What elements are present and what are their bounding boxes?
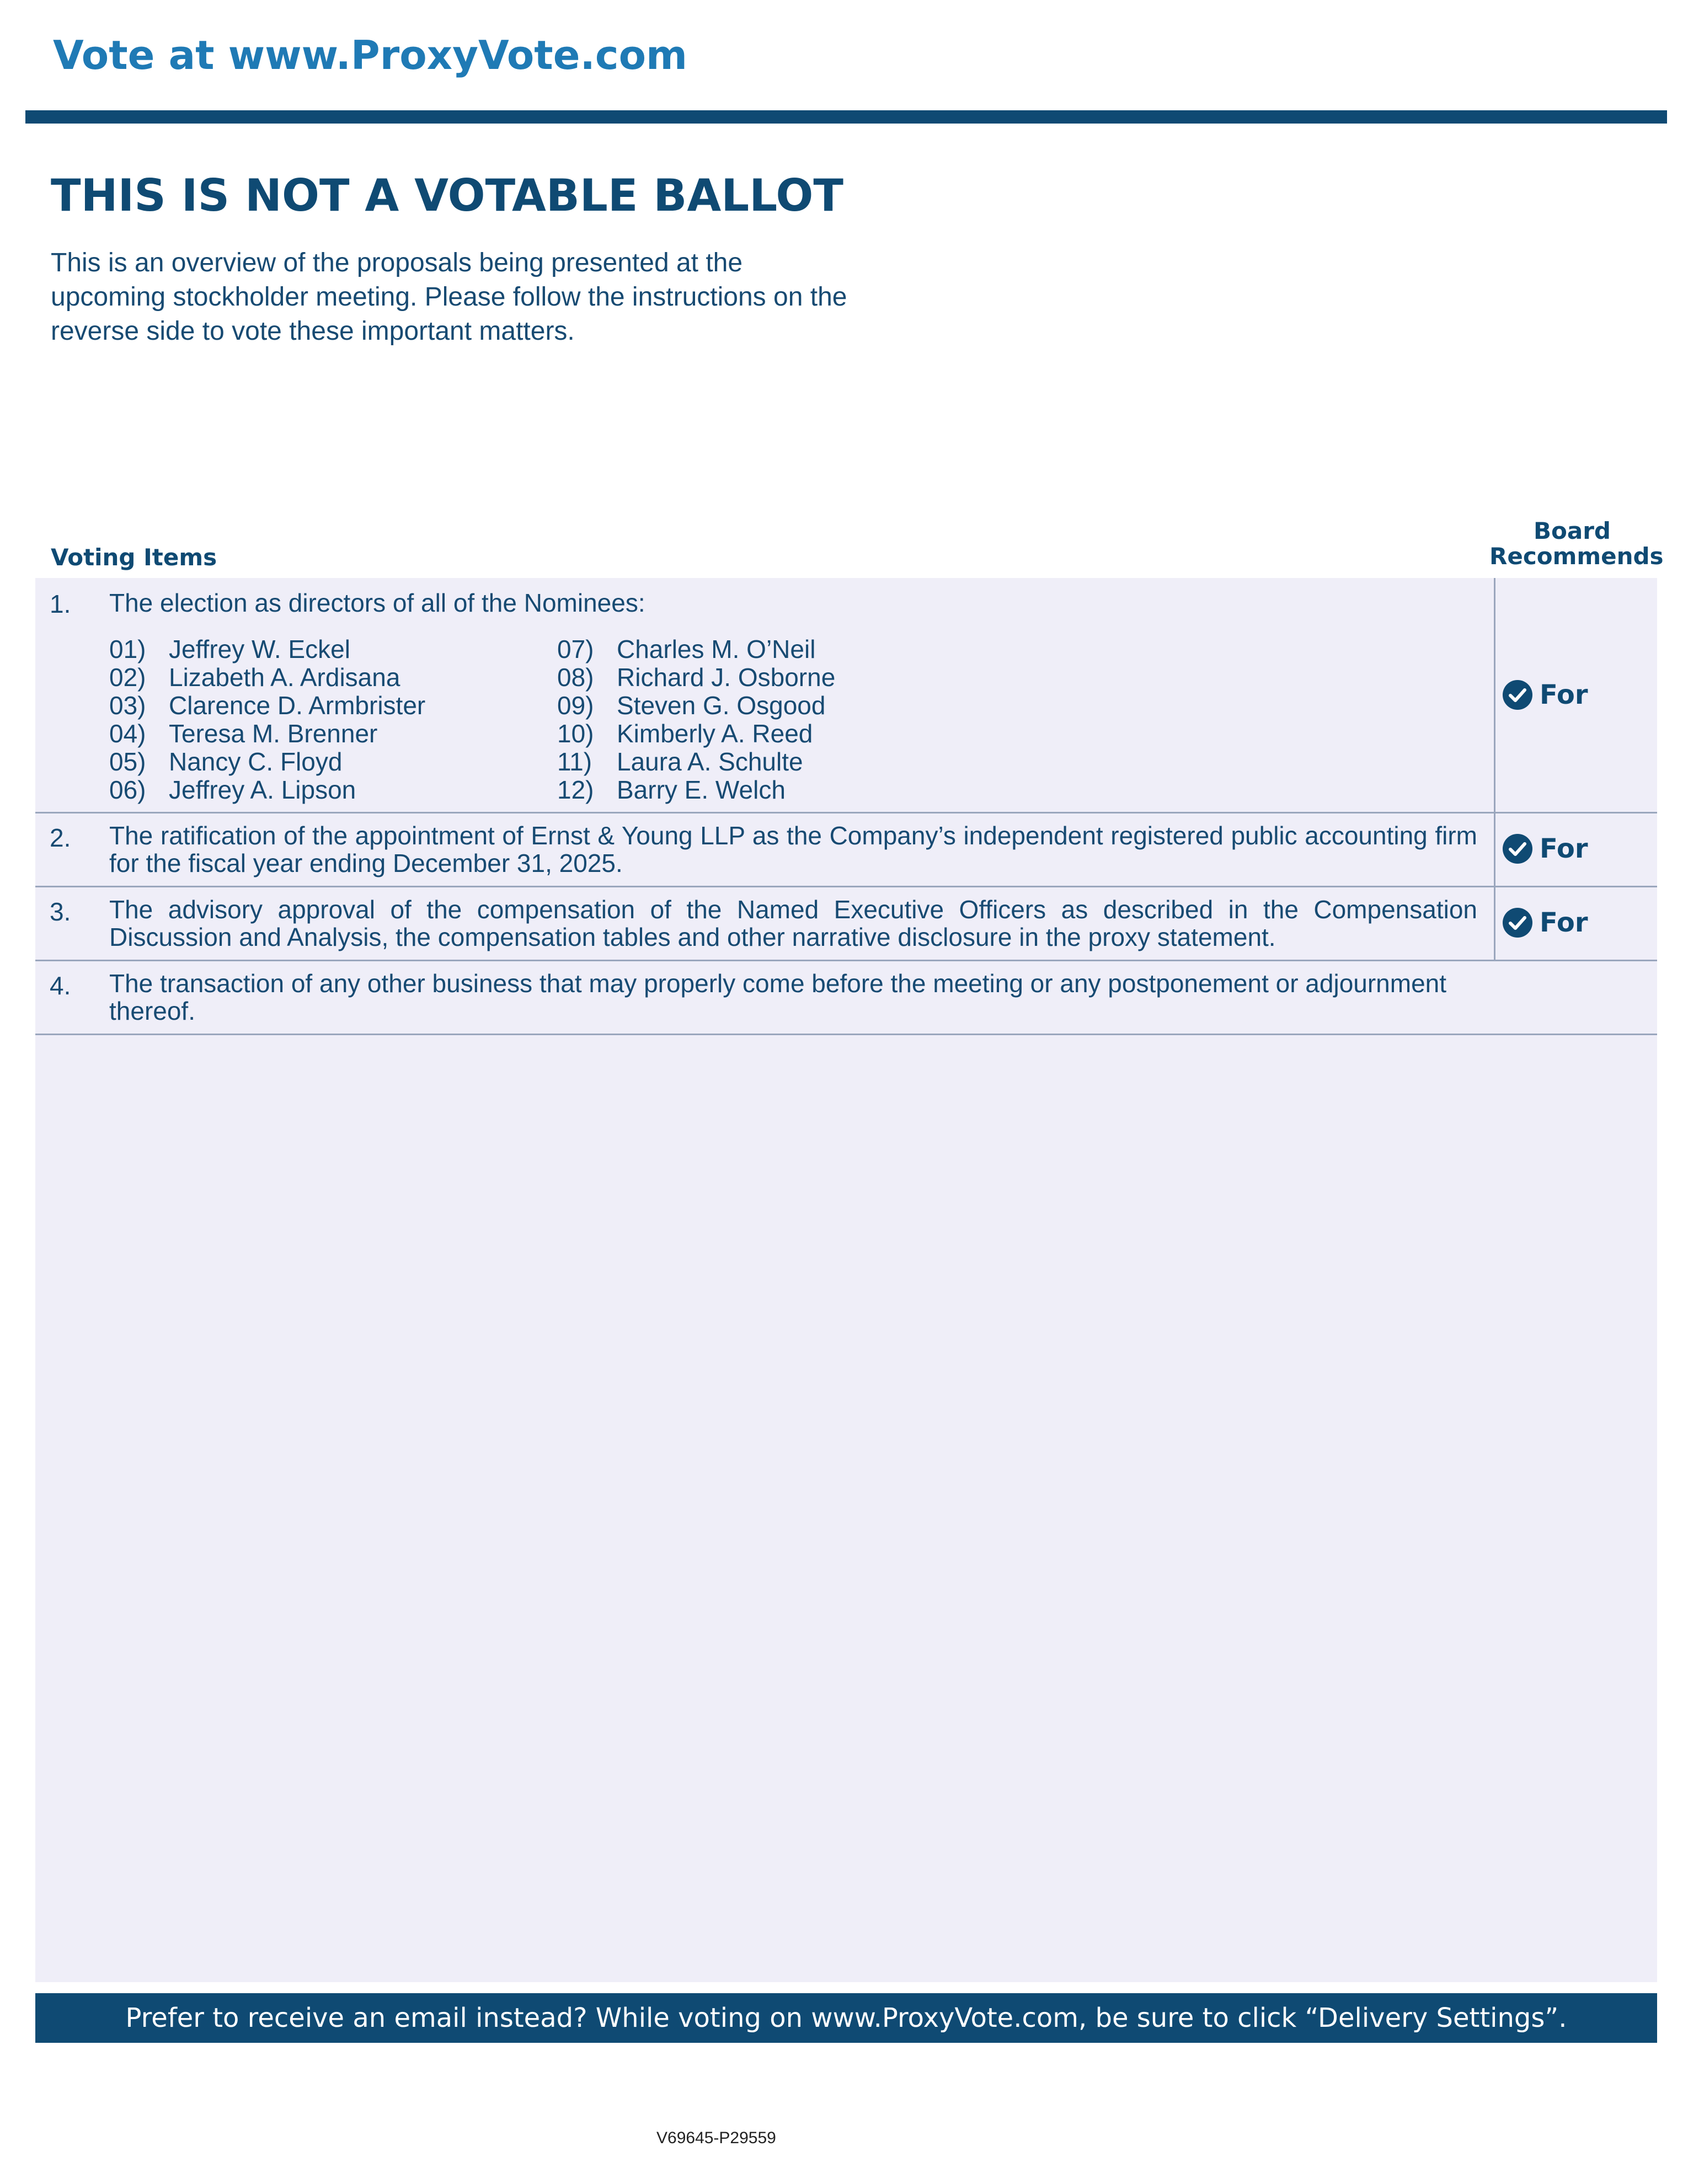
nominee-item: 01) Jeffrey W. Eckel: [109, 635, 350, 663]
email-delivery-notice-text: Prefer to receive an email instead? While voting on www.ProxyVote.com, be sure to click “Delivery Settings”.: [125, 2003, 1567, 2033]
intro-paragraph: This is an overview of the proposals being presented at the upcoming stockholder meeting. Please follow the instructions on the reverse side to vote these important matters.: [51, 248, 847, 346]
nominee-item: 09) Steven G. Osgood: [557, 691, 826, 720]
check-circle-icon: [1502, 833, 1533, 864]
nominee-item: 08) Richard J. Osborne: [557, 663, 836, 692]
nominee-item: 12) Barry E. Welch: [557, 775, 786, 804]
item-number: 1.: [50, 590, 71, 618]
voting-item-4: [35, 960, 1657, 1035]
proxyvote-url-heading: Vote at www.ProxyVote.com: [53, 32, 688, 78]
voting-items-header: Voting Items: [51, 544, 217, 571]
item-text: The election as directors of all of the Nominees:: [109, 588, 645, 617]
item-number: 4.: [50, 971, 71, 1000]
nominee-item: 03) Clarence D. Armbrister: [109, 691, 426, 720]
item-number: 3.: [50, 897, 71, 926]
voting-item-3: [35, 886, 1657, 961]
nominee-item: 10) Kimberly A. Reed: [557, 719, 813, 748]
document-code: V69645-P29559: [656, 2129, 776, 2147]
check-circle-icon: [1502, 907, 1533, 938]
nominee-item: 02) Lizabeth A. Ardisana: [109, 663, 400, 692]
board-header-line2: Recommends: [1489, 543, 1664, 570]
recommendation-label: For: [1540, 833, 1588, 864]
item-text: The transaction of any other business that may properly come before the meeting or any postponement or adjournment thereof.: [109, 969, 1447, 1025]
recommendation-cell: [1494, 886, 1659, 960]
item-text: The advisory approval of the compensation of the Named Executive Officers as described in the Compensation Discussion and Analysis, the compensation tables and other narrative disclosure in the proxy statement.: [109, 895, 1477, 951]
board-recommends-header: [1489, 517, 1664, 570]
recommendation-label: For: [1540, 679, 1588, 710]
page-title: THIS IS NOT A VOTABLE BALLOT: [51, 170, 843, 221]
voting-item-2: [35, 812, 1657, 887]
nominee-item: 04) Teresa M. Brenner: [109, 719, 378, 748]
board-header-line1: Board: [1534, 517, 1611, 544]
recommendation-cell: [1494, 812, 1659, 886]
nominee-item: 07) Charles M. O’Neil: [557, 635, 816, 663]
item-number: 2.: [50, 823, 71, 852]
voting-item-1: [35, 578, 1657, 813]
email-delivery-notice: [35, 1993, 1657, 2043]
item-text: The ratification of the appointment of Ernst & Young LLP as the Company’s independent registered public accounting firm for the fiscal year ending December 31, 2025.: [109, 821, 1477, 877]
header-divider: [25, 110, 1667, 124]
nominee-item: 06) Jeffrey A. Lipson: [109, 775, 356, 804]
nominee-item: 11) Laura A. Schulte: [557, 747, 803, 776]
recommendation-label: For: [1540, 907, 1588, 938]
recommendation-cell: [1494, 578, 1659, 812]
nominee-item: 05) Nancy C. Floyd: [109, 747, 343, 776]
check-circle-icon: [1502, 679, 1533, 710]
